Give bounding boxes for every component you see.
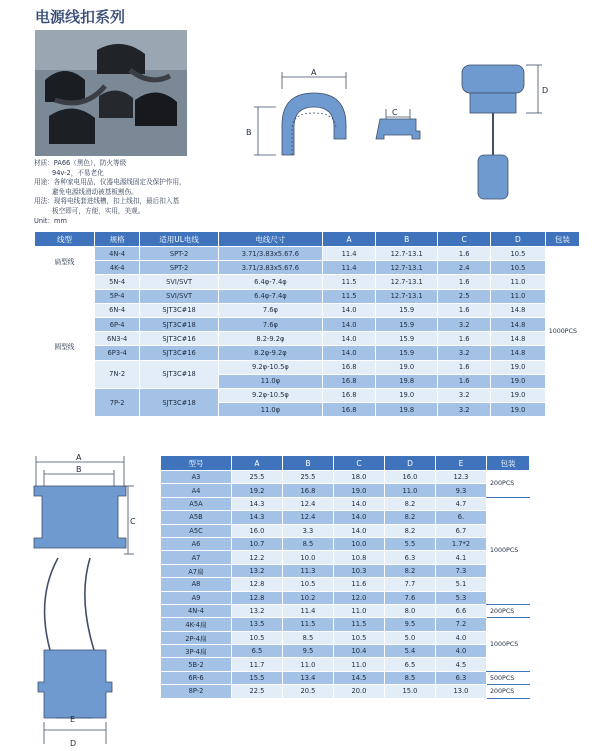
cell-e: 4.0 (436, 645, 487, 658)
use-note: 用途：各种家电用品，仪器电源线固定及保护作用， (34, 178, 186, 187)
cell-size: 6.4φ-7.4φ (218, 289, 322, 303)
cell-d: 8.2 (385, 524, 436, 537)
cell-d: 7.7 (385, 578, 436, 591)
cell-c: 3.2 (438, 317, 491, 331)
col-spec: 规格 (94, 232, 139, 247)
cell-b: 25.5 (283, 471, 334, 484)
cell-ul: SJT3C#18 (140, 360, 218, 388)
table-row (35, 360, 580, 374)
cell-b: 11.5 (283, 618, 334, 631)
cell-a: 14.0 (323, 317, 376, 331)
cell-ul: SPT-2 (140, 261, 218, 275)
cell-e: 6.6 (436, 604, 487, 617)
cell-d: 15.0 (385, 685, 436, 698)
cell-e: 1.7*2 (436, 537, 487, 550)
pack-1000: 1000PCS (545, 247, 579, 417)
round-line-label: 圆型线 (35, 275, 95, 417)
cell-c: 19.0 (334, 484, 385, 497)
cell-d: 19.0 (490, 374, 545, 388)
pack-cell: 200PCS (487, 471, 530, 498)
table-row (161, 645, 530, 658)
cell-a: 16.8 (323, 360, 376, 374)
col-size: 电线尺寸 (218, 232, 322, 247)
cell-size: 3.71/3.83x5.67.6 (218, 261, 322, 275)
cell-d: 9.5 (385, 618, 436, 631)
cell-b: 8.5 (283, 631, 334, 644)
cell-e: 6.3 (436, 671, 487, 684)
cable-clip-table (34, 231, 580, 417)
cell-c: 1.6 (438, 303, 491, 317)
cell-c: 1.6 (438, 360, 491, 374)
cell-a: 14.0 (323, 332, 376, 346)
cell-d: 16.0 (385, 471, 436, 484)
cell-c: 1.6 (438, 247, 491, 261)
cell-ul: SPT-2 (140, 247, 218, 261)
cell-d: 11.0 (385, 484, 436, 497)
cell-ul: SVI/SVT (140, 275, 218, 289)
cell-b: 13.4 (283, 671, 334, 684)
cell-b: 16.8 (283, 484, 334, 497)
cell-b: 12.7-13.1 (375, 247, 437, 261)
col-e: E (436, 456, 487, 471)
dim-label-d: D (542, 86, 549, 95)
cell-b: 11.3 (283, 564, 334, 577)
cell-b: 15.9 (375, 346, 437, 360)
product-notes (34, 159, 244, 226)
cell-c: 10.5 (334, 631, 385, 644)
cell-e: 4.5 (436, 658, 487, 671)
cell-b: 8.5 (283, 537, 334, 550)
dim-label-b: B (246, 128, 252, 137)
cell-b: 10.5 (283, 578, 334, 591)
cell-d: 6.3 (385, 551, 436, 564)
cell-c: 10.3 (334, 564, 385, 577)
cell-b: 9.5 (283, 645, 334, 658)
table-row (35, 388, 580, 402)
cell-d: 14.8 (490, 303, 545, 317)
cell-c: 2.4 (438, 261, 491, 275)
cell-a: 14.3 (232, 497, 283, 510)
cell-c: 14.0 (334, 497, 385, 510)
cell-e: 6.7 (436, 524, 487, 537)
cell-model: 8P-2 (161, 685, 232, 698)
cell-size: 9.2φ-10.5φ (218, 388, 322, 402)
grommet-label-d: D (70, 739, 77, 748)
cell-e: 13.0 (436, 685, 487, 698)
grommet-label-a: A (76, 453, 82, 462)
cell-b: 20.5 (283, 685, 334, 698)
cell-d: 5.0 (385, 631, 436, 644)
table-row (161, 658, 530, 671)
col-pack: 包装 (545, 232, 579, 247)
cell-spec: 4K-4 (94, 261, 139, 275)
cell-d: 10.5 (490, 247, 545, 261)
cell-e: 6. (436, 511, 487, 524)
cell-model: A7 (161, 551, 232, 564)
cell-a: 11.4 (323, 261, 376, 275)
cell-a: 19.2 (232, 484, 283, 497)
cell-model: A9 (161, 591, 232, 604)
cell-model: A5A (161, 497, 232, 510)
cell-b: 11.0 (283, 658, 334, 671)
cell-c: 18.0 (334, 471, 385, 484)
cell-b: 15.9 (375, 303, 437, 317)
cell-c: 3.2 (438, 403, 491, 417)
cell-a: 14.0 (323, 303, 376, 317)
table-row (161, 604, 530, 617)
cell-e: 9.3 (436, 484, 487, 497)
cell-size: 9.2φ-10.5φ (218, 360, 322, 374)
method-note-cont: 板空即可，方便，实用，美观。 (52, 206, 145, 215)
col-b: B (375, 232, 437, 247)
flat-line-label: 扁型线 (35, 247, 95, 275)
cell-spec: 6N-4 (94, 303, 139, 317)
grommet-label-e: E (70, 715, 76, 724)
product-photo (35, 30, 187, 156)
table-row (35, 261, 580, 275)
cell-a: 12.2 (232, 551, 283, 564)
cell-spec: 4N-4 (94, 247, 139, 261)
col-ul: 适用UL电线 (140, 232, 218, 247)
table-row (161, 551, 530, 564)
cell-a: 16.0 (232, 524, 283, 537)
cell-ul: SJT3C#18 (140, 388, 218, 416)
cell-e: 4.7 (436, 497, 487, 510)
cell-d: 8.2 (385, 497, 436, 510)
cell-c: 2.5 (438, 289, 491, 303)
method-note: 用法：现将电线套进线槽，扣上线扣，最后扣入基 (34, 197, 180, 206)
dim-label-a: A (311, 68, 317, 77)
cell-e: 4.1 (436, 551, 487, 564)
cell-a: 14.3 (232, 511, 283, 524)
col-model: 型号 (161, 456, 232, 471)
col-a: A (323, 232, 376, 247)
table-row (161, 471, 530, 484)
cell-c: 11.0 (334, 658, 385, 671)
table-row (161, 524, 530, 537)
cell-d: 19.0 (490, 388, 545, 402)
cell-a: 11.5 (323, 275, 376, 289)
cell-b: 12.7-13.1 (375, 289, 437, 303)
cell-a: 16.8 (323, 388, 376, 402)
cell-model: 4N-4 (161, 604, 232, 617)
col-c: C (438, 232, 491, 247)
cell-size: 3.71/3.83x5.67.6 (218, 247, 322, 261)
cell-size: 7.6φ (218, 303, 322, 317)
cell-c: 1.6 (438, 374, 491, 388)
cell-d: 6.5 (385, 658, 436, 671)
cell-a: 11.7 (232, 658, 283, 671)
cell-a: 12.8 (232, 591, 283, 604)
table2-header (161, 456, 530, 471)
cell-c: 14.0 (334, 524, 385, 537)
table-row (161, 578, 530, 591)
cell-ul: SVI/SVT (140, 289, 218, 303)
cell-e: 4.0 (436, 631, 487, 644)
cell-model: 5B-2 (161, 658, 232, 671)
cell-c: 3.2 (438, 346, 491, 360)
cell-a: 13.2 (232, 604, 283, 617)
cell-c: 1.6 (438, 275, 491, 289)
col-d: D (490, 232, 545, 247)
cell-size: 8.2-9.2φ (218, 332, 322, 346)
cell-b: 12.7-13.1 (375, 261, 437, 275)
cell-c: 1.6 (438, 332, 491, 346)
table1-header (35, 232, 580, 247)
pack-cell: 1000PCS (487, 497, 530, 604)
pack-cell: 500PCS (487, 671, 530, 684)
cell-spec: 6P3-4 (94, 346, 139, 360)
table-row (161, 497, 530, 510)
cell-model: 6R-6 (161, 671, 232, 684)
col-pack: 包装 (487, 456, 530, 471)
table-row (35, 317, 580, 331)
pack-cell: 200PCS (487, 685, 530, 698)
grommet-table (160, 455, 530, 699)
cell-c: 10.8 (334, 551, 385, 564)
cell-a: 16.8 (323, 403, 376, 417)
table-row (35, 289, 580, 303)
cell-b: 15.9 (375, 317, 437, 331)
cell-spec: 5P-4 (94, 289, 139, 303)
cell-model: 3P-4扁 (161, 645, 232, 658)
cell-d: 11.0 (490, 275, 545, 289)
cell-e: 5.1 (436, 578, 487, 591)
cell-d: 8.0 (385, 604, 436, 617)
cell-d: 8.5 (385, 671, 436, 684)
cell-spec: 6P-4 (94, 317, 139, 331)
unit-note: Unit：mm (34, 216, 67, 225)
material-note: 材质：PA66（黑色），防火等级 (34, 159, 127, 167)
grommet-label-b: B (76, 465, 82, 474)
cell-b: 15.9 (375, 332, 437, 346)
table-row (35, 247, 580, 261)
cell-d: 8.2 (385, 564, 436, 577)
cell-model: A5C (161, 524, 232, 537)
cell-a: 13.5 (232, 618, 283, 631)
cell-d: 10.5 (490, 261, 545, 275)
cell-model: A5B (161, 511, 232, 524)
cell-model: A4 (161, 484, 232, 497)
table-row (35, 332, 580, 346)
cell-b: 10.0 (283, 551, 334, 564)
cell-spec: 6N3-4 (94, 332, 139, 346)
cell-c: 11.5 (334, 618, 385, 631)
cell-a: 15.5 (232, 671, 283, 684)
table-row (161, 618, 530, 631)
cell-model: 2P-4扁 (161, 631, 232, 644)
cell-c: 20.0 (334, 685, 385, 698)
cell-b: 10.2 (283, 591, 334, 604)
cell-a: 11.5 (323, 289, 376, 303)
col-d: D (385, 456, 436, 471)
table-row (161, 511, 530, 524)
cell-ul: SJT3C#18 (140, 303, 218, 317)
cell-e: 12.3 (436, 471, 487, 484)
col-a: A (232, 456, 283, 471)
cell-d: 19.0 (490, 360, 545, 374)
cell-a: 11.4 (323, 247, 376, 261)
cell-size: 11.0φ (218, 374, 322, 388)
cell-a: 6.5 (232, 645, 283, 658)
cell-a: 12.8 (232, 578, 283, 591)
cell-a: 22.5 (232, 685, 283, 698)
col-b: B (283, 456, 334, 471)
cell-b: 19.0 (375, 360, 437, 374)
use-note-cont: 避免电源线滑动被基板割伤。 (52, 187, 138, 196)
cell-model: 4K-4扁 (161, 618, 232, 631)
grommet-label-c: C (130, 517, 136, 526)
cell-d: 11.0 (490, 289, 545, 303)
cell-ul: SJT3C#16 (140, 332, 218, 346)
cell-c: 10.0 (334, 537, 385, 550)
cell-d: 14.8 (490, 346, 545, 360)
table-row (161, 537, 530, 550)
cell-b: 19.0 (375, 388, 437, 402)
cell-c: 11.0 (334, 604, 385, 617)
cell-d: 14.8 (490, 332, 545, 346)
table-row (161, 591, 530, 604)
cell-d: 5.5 (385, 537, 436, 550)
cell-c: 14.5 (334, 671, 385, 684)
col-c: C (334, 456, 385, 471)
cell-b: 12.4 (283, 497, 334, 510)
cell-size: 6.4φ-7.4φ (218, 275, 322, 289)
cell-d: 5.4 (385, 645, 436, 658)
cell-d: 8.2 (385, 511, 436, 524)
cell-spec: 7N-2 (94, 360, 139, 388)
table-row (161, 671, 530, 684)
table-row (161, 484, 530, 497)
cell-d: 14.8 (490, 317, 545, 331)
cell-c: 11.6 (334, 578, 385, 591)
cell-a: 14.0 (323, 346, 376, 360)
cell-size: 7.6φ (218, 317, 322, 331)
cell-b: 11.4 (283, 604, 334, 617)
table-row (161, 685, 530, 698)
cell-spec: 5N-4 (94, 275, 139, 289)
cell-b: 12.7-13.1 (375, 275, 437, 289)
cell-e: 7.3 (436, 564, 487, 577)
cell-e: 5.3 (436, 591, 487, 604)
cell-b: 3.3 (283, 524, 334, 537)
cell-e: 7.2 (436, 618, 487, 631)
cell-a: 10.5 (232, 631, 283, 644)
cell-size: 8.2φ-9.2φ (218, 346, 322, 360)
table-row (35, 303, 580, 317)
clip-dimension-drawing (240, 55, 560, 230)
cell-b: 19.8 (375, 403, 437, 417)
cell-a: 16.8 (323, 374, 376, 388)
cell-ul: SJT3C#16 (140, 346, 218, 360)
cell-c: 12.0 (334, 591, 385, 604)
cell-ul: SJT3C#18 (140, 317, 218, 331)
cell-size: 11.0φ (218, 403, 322, 417)
cell-c: 10.4 (334, 645, 385, 658)
material-note-cont: 94v-2，不易老化 (52, 168, 104, 177)
table-row (161, 631, 530, 644)
cell-a: 10.7 (232, 537, 283, 550)
cell-d: 7.6 (385, 591, 436, 604)
cell-spec: 7P-2 (94, 388, 139, 416)
col-line-type: 线型 (35, 232, 95, 247)
dim-label-c: C (392, 108, 398, 117)
cell-model: A8 (161, 578, 232, 591)
pack-cell: 1000PCS (487, 618, 530, 672)
cell-model: A6 (161, 537, 232, 550)
cell-d: 19.0 (490, 403, 545, 417)
cell-c: 3.2 (438, 388, 491, 402)
cell-b: 19.8 (375, 374, 437, 388)
cell-model: A3 (161, 471, 232, 484)
page-title: 电源线扣系列 (35, 8, 126, 26)
table-row (35, 346, 580, 360)
table-row (161, 564, 530, 577)
table-row (35, 275, 580, 289)
grommet-dimension-drawing (28, 450, 140, 750)
cell-a: 25.5 (232, 471, 283, 484)
cell-a: 13.2 (232, 564, 283, 577)
cell-model: A7扁 (161, 564, 232, 577)
cell-b: 12.4 (283, 511, 334, 524)
pack-cell: 200PCS (487, 604, 530, 617)
cell-c: 14.0 (334, 511, 385, 524)
